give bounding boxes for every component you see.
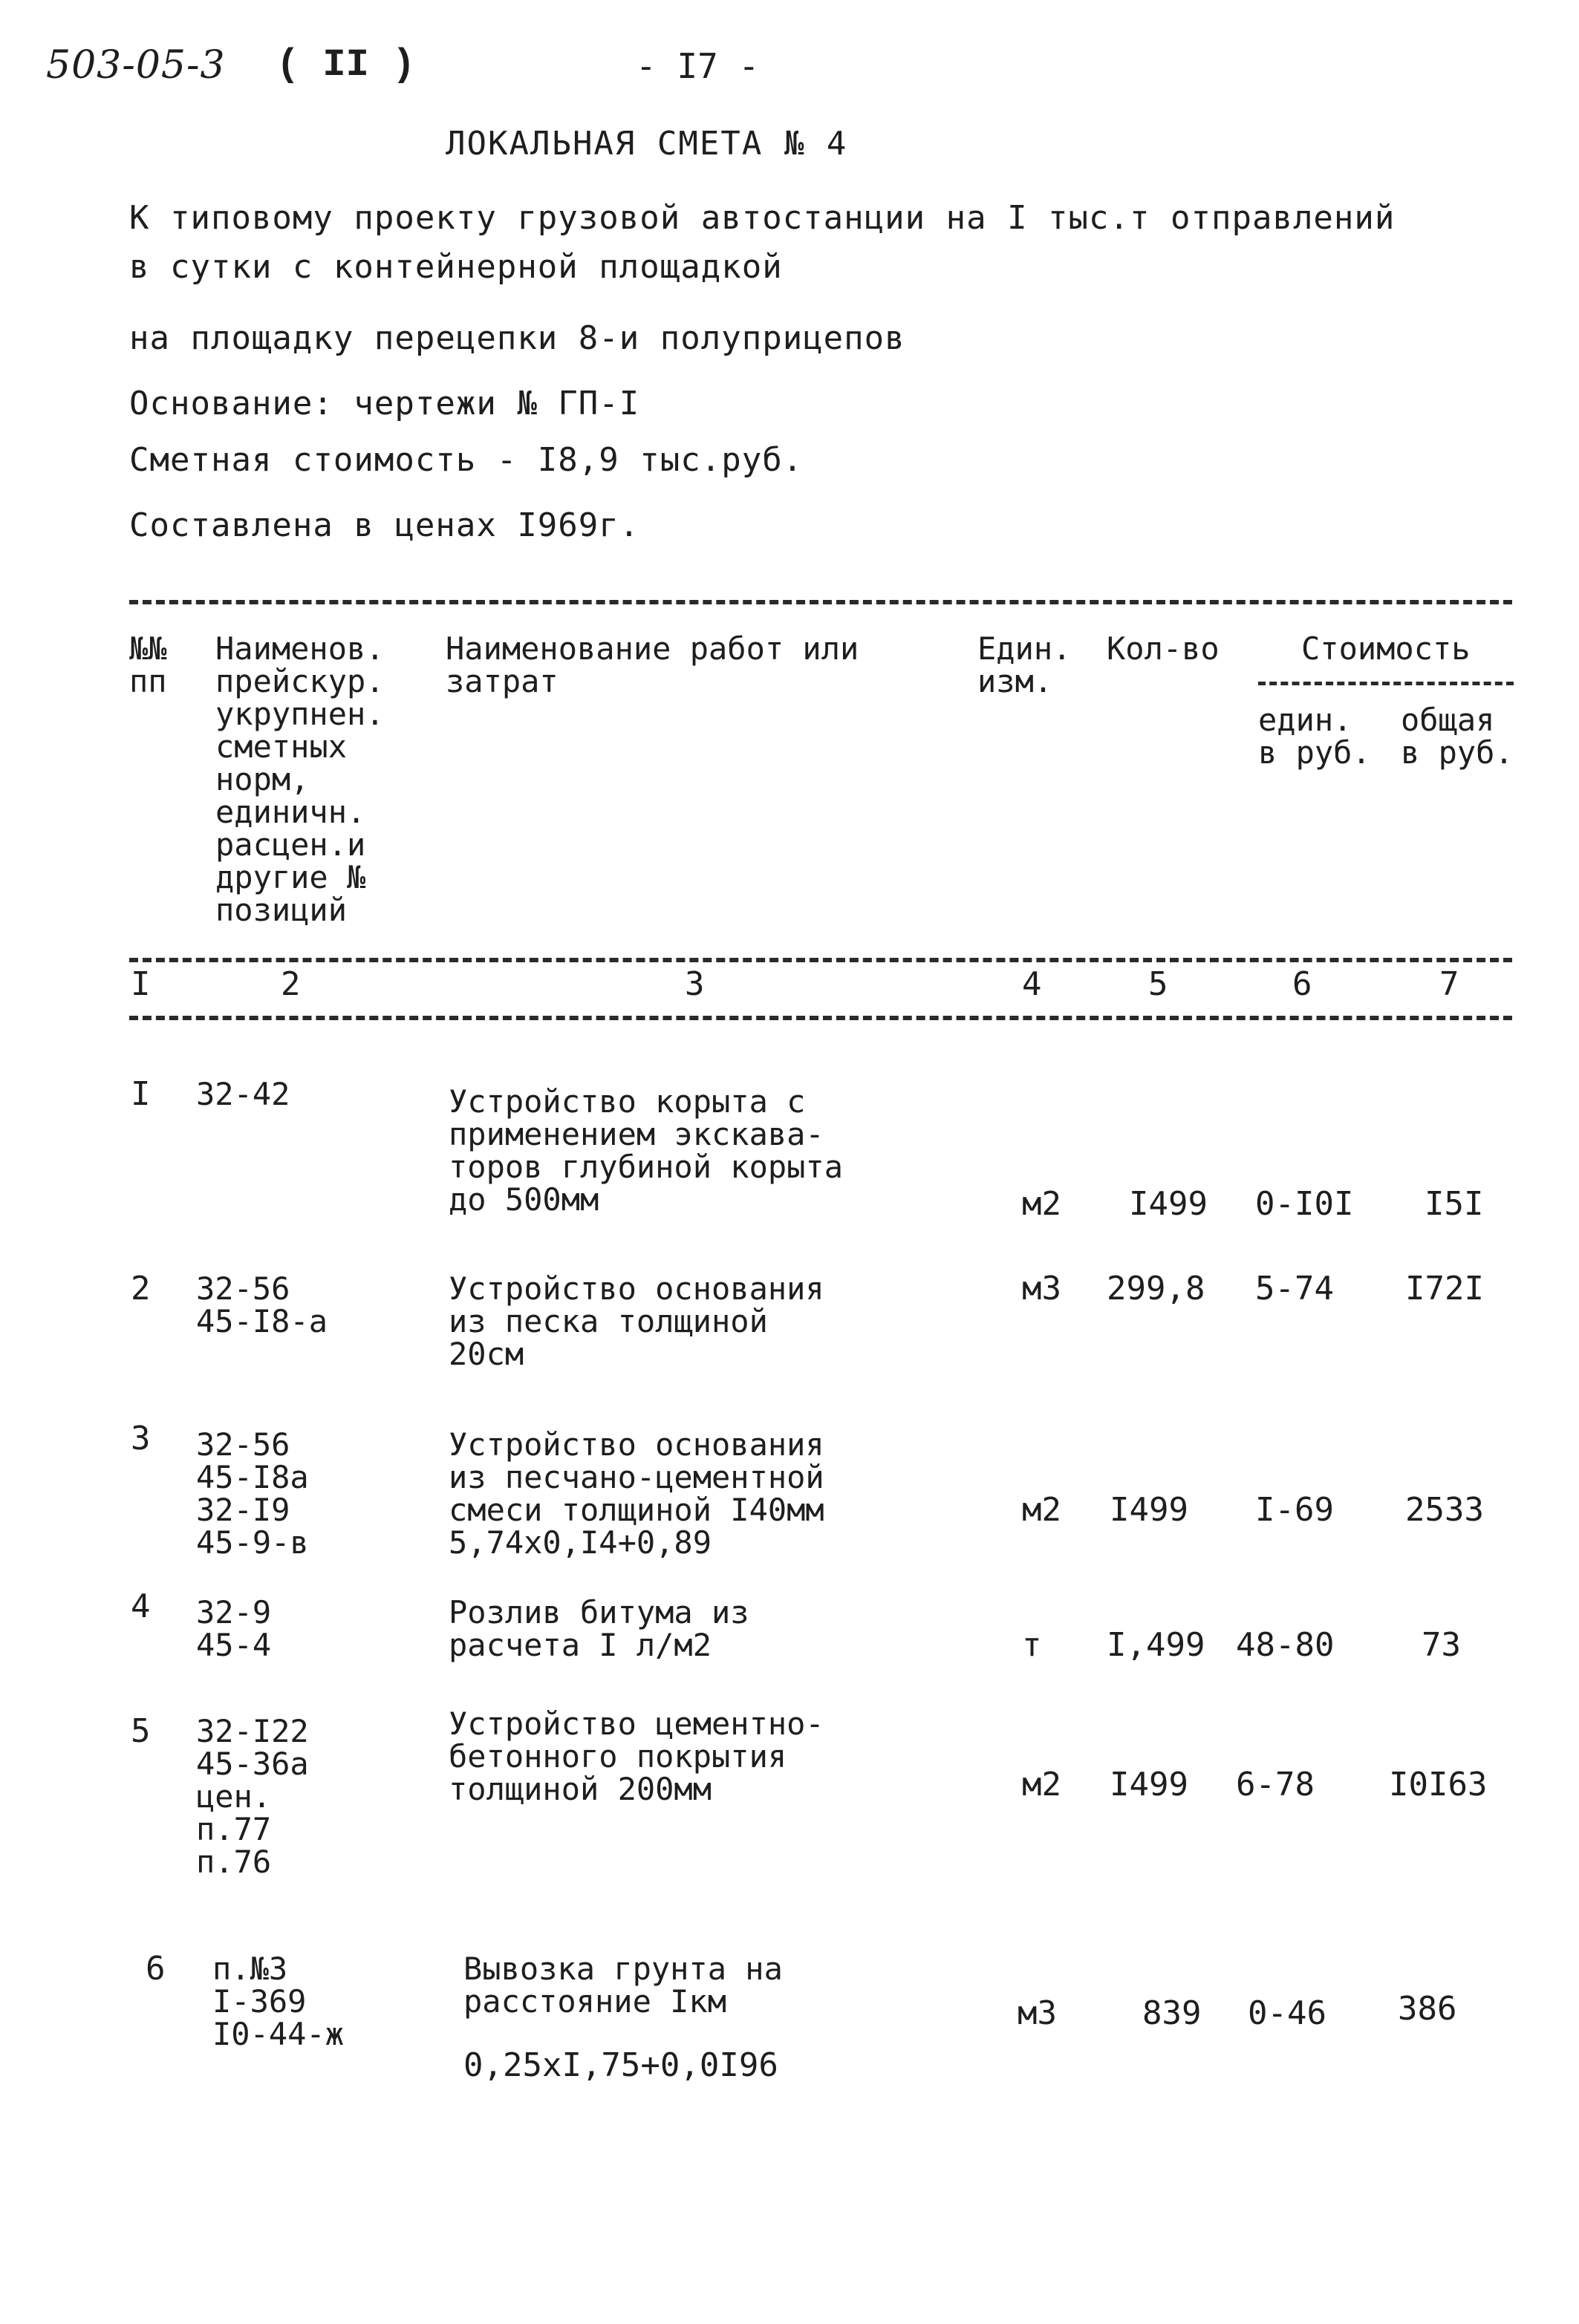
document-code: 503-05-3 (46, 43, 226, 88)
row-quantity: I499 (1129, 1185, 1208, 1223)
part-number: ( II ) (276, 43, 416, 87)
column-number: I (131, 965, 151, 1003)
row-code: 32-42 (196, 1076, 290, 1112)
row-number: I (131, 1075, 151, 1113)
row-number: 3 (131, 1420, 151, 1458)
row-unit: м2 (1022, 1766, 1061, 1804)
row-formula: 0,25хI,75+0,0I96 (463, 2046, 778, 2084)
header-col-code: Наименов. прейскур. укрупнен. сметных норм, единичн. расцен.и другие № позиций (215, 630, 385, 928)
column-numbers-rule (129, 1016, 1512, 1020)
column-number: 3 (685, 965, 705, 1003)
row-name: Устройство цементно- бетонного покрытия толщиной 200мм (449, 1706, 824, 1807)
row-name: Устройство основания из песчано-цементной смеси толщиной I40мм 5,74х0,I4+0,89 (449, 1426, 824, 1561)
row-quantity: 299,8 (1107, 1270, 1205, 1308)
row-name: Розлив битума из расчета I л/м2 (449, 1594, 749, 1663)
header-bottom-rule (129, 958, 1512, 962)
row-total: 386 (1398, 1990, 1457, 2028)
row-name: Устройство основания из песка толщиной 20см (449, 1270, 824, 1372)
basis-line: Основание: чертежи № ГП-I (129, 385, 640, 422)
row-code: 32-I22 45-36а цен. п.77 п.76 (196, 1713, 309, 1880)
row-unit: м2 (1022, 1185, 1061, 1223)
column-number: 6 (1292, 965, 1312, 1003)
row-number: 6 (146, 1950, 166, 1988)
page-number: - I7 - (636, 46, 760, 86)
row-number: 5 (131, 1712, 151, 1750)
row-total: 73 (1422, 1626, 1461, 1664)
row-total: 2533 (1405, 1491, 1484, 1529)
column-number: 4 (1022, 965, 1042, 1003)
table-top-rule (129, 600, 1512, 604)
row-unit: м3 (1022, 1270, 1061, 1308)
row-code: 32-56 45-I8-а (196, 1270, 328, 1339)
row-total: I72I (1405, 1270, 1484, 1308)
row-unit: м2 (1022, 1491, 1061, 1529)
row-unit: т (1022, 1626, 1042, 1664)
header-col-unit: Един. изм. (977, 630, 1072, 699)
row-number: 4 (131, 1587, 151, 1625)
row-code: 32-9 45-4 (196, 1594, 272, 1663)
row-unit-price: 0-46 (1248, 1994, 1326, 2032)
row-code: п.№3 I-369 I0-44-ж (212, 1951, 345, 2052)
row-unit: м3 (1018, 1994, 1057, 2032)
column-number: 5 (1148, 965, 1168, 1003)
row-unit-price: 6-78 (1236, 1766, 1315, 1804)
row-unit-price: 0-I0I (1255, 1185, 1354, 1223)
object-line: на площадку перецепки 8-и полуприцепов (129, 319, 905, 357)
project-line-1: К типовому проекту грузовой автостанции на I тыс.т отправлений (129, 199, 1396, 237)
row-quantity: I499 (1110, 1491, 1188, 1529)
header-col-quantity: Кол-во (1107, 630, 1220, 667)
column-number: 7 (1439, 965, 1459, 1003)
row-unit-price: I-69 (1255, 1491, 1334, 1529)
row-name: Вывозка грунта на расстояние Iкм (463, 1951, 783, 2020)
estimate-title: ЛОКАЛЬНАЯ СМЕТА № 4 (446, 125, 848, 163)
column-number: 2 (281, 965, 301, 1003)
row-quantity: I,499 (1107, 1626, 1205, 1664)
header-cost-group: Стоимость (1301, 630, 1471, 667)
prices-line: Составлена в ценах I969г. (129, 506, 640, 544)
header-col-unit-price: един. в руб. (1258, 702, 1371, 771)
row-total: I5I (1425, 1185, 1484, 1223)
header-col-total: общая в руб. (1401, 702, 1514, 771)
row-total: I0I63 (1389, 1766, 1488, 1804)
row-quantity: 839 (1142, 1994, 1202, 2032)
row-quantity: I499 (1110, 1766, 1188, 1804)
project-line-2: в сутки с контейнерной площадкой (129, 248, 783, 286)
row-name: Устройство корыта с применением экскава- торов глубиной корыта до 500мм (449, 1083, 844, 1218)
cost-line: Сметная стоимость - I8,9 тыс.руб. (129, 441, 804, 479)
row-code: 32-56 45-I8а 32-I9 45-9-в (196, 1426, 309, 1561)
header-col-name: Наименование работ или затрат (446, 630, 859, 699)
row-number: 2 (131, 1270, 151, 1308)
row-unit-price: 48-80 (1236, 1626, 1335, 1664)
row-unit-price: 5-74 (1255, 1270, 1334, 1308)
cost-group-rule (1258, 682, 1514, 685)
header-col-number: №№ пп (129, 630, 167, 699)
